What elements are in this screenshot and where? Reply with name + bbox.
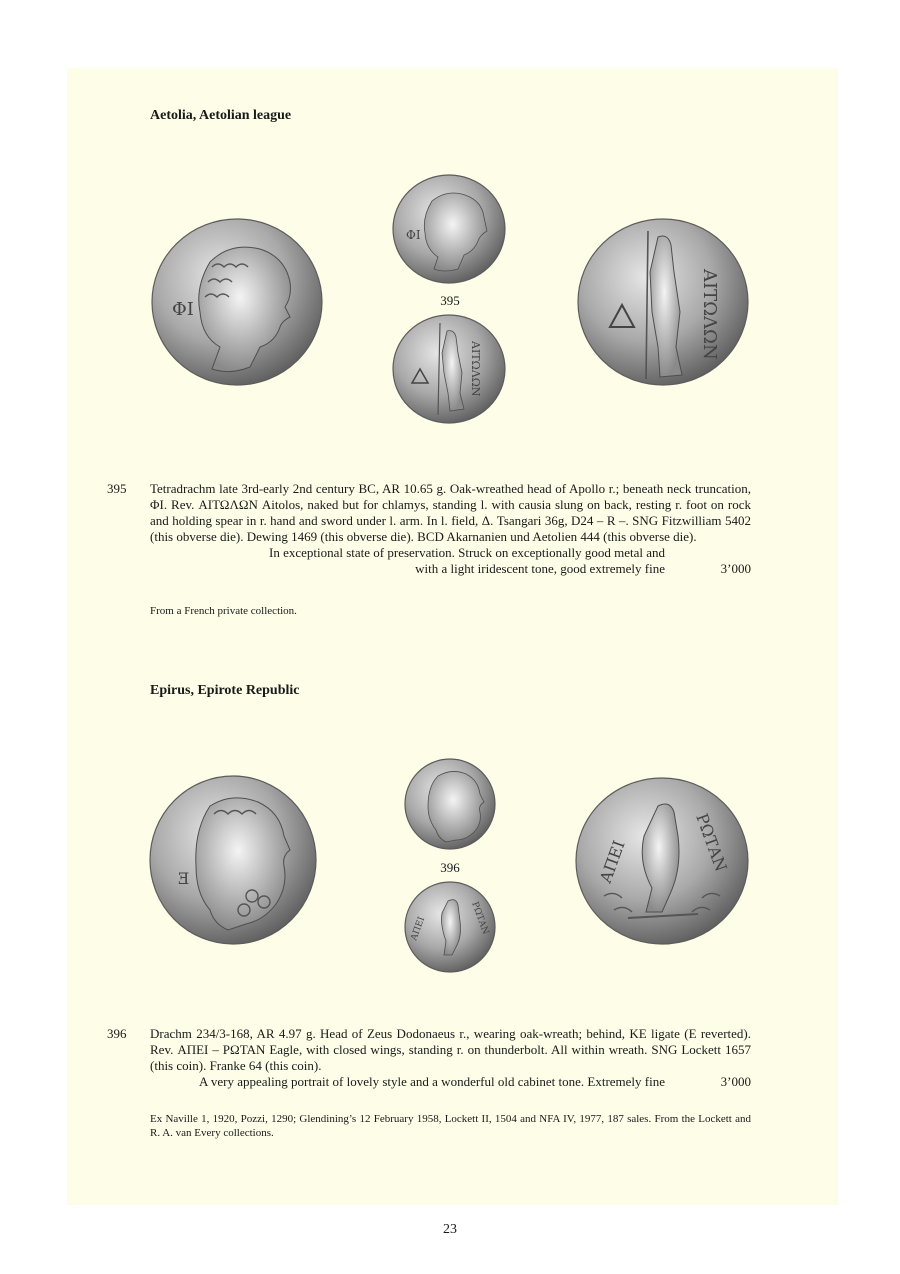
- lot-395-condition-line-2: [150, 561, 751, 577]
- lot-396-provenance: Ex Naville 1, 1920, Pozzi, 1290; Glendining’s 12 February 1958, Lockett II, 1504 and NFA IV, 1977, 187 sales. From the Lockett and R. A. van Every collections.: [150, 1113, 751, 1139]
- svg-text:ΑΙΤΩΛΩΝ: ΑΙΤΩΛΩΝ: [699, 269, 720, 360]
- svg-text:ΑΠΕΙ: ΑΠΕΙ: [409, 915, 428, 943]
- coin-obverse-small-icon: [404, 758, 496, 850]
- lot-395-condition-1: In exceptional state of preservation. Struck on exceptionally good metal and: [268, 545, 665, 560]
- svg-text:Ǝ: Ǝ: [178, 869, 190, 888]
- lot-396-price: 3’000: [720, 1074, 751, 1089]
- coin-obverse-zeus-head-icon: [148, 774, 318, 946]
- lot-396-condition-line-1: [150, 1074, 751, 1090]
- coin-reverse-small-icon: [392, 313, 507, 425]
- lot-396-description-block: [150, 1026, 751, 1090]
- svg-text:ΡΩΤΑΝ: ΡΩΤΑΝ: [692, 810, 731, 874]
- lot-395-condition-2: with a light iridescent tone, good extremely fine: [415, 561, 665, 576]
- coin-reverse-aitolos-icon: [576, 217, 751, 387]
- lot-395-image-label: 395: [440, 293, 460, 308]
- lot-396-image-label: 396: [440, 860, 460, 875]
- lot-396-heading: Epirus, Epirote Republic: [150, 683, 300, 698]
- coin-obverse-small-icon: [392, 173, 507, 285]
- coin-obverse-apollo-head-icon: [150, 217, 325, 387]
- lot-395-price: 3’000: [720, 561, 751, 576]
- coin-reverse-eagle-icon: [574, 776, 750, 946]
- coin-reverse-small-icon: [404, 881, 496, 973]
- svg-text:ΡΩΤΑΝ: ΡΩΤΑΝ: [469, 900, 491, 936]
- lot-396-number: 396: [107, 1026, 127, 1041]
- svg-text:ΦΙ: ΦΙ: [172, 299, 194, 320]
- lot-396-condition-1: A very appealing portrait of lovely style and a wonderful old cabinet tone. Extremely fine: [198, 1074, 665, 1089]
- lot-395-condition-line-1: [150, 545, 751, 561]
- lot-396-description: Drachm 234/3-168, AR 4.97 g. Head of Zeus Dodonaeus r., wearing oak-wreath; behind, KE ligate (E reverted). Rev. ΑΠΕΙ – ΡΩΤΑΝ Eagle, with closed wings, standing r. on thunderbolt. All within wreath. SNG Lockett 1657 (this coin). Franke 64 (this coin).: [150, 1026, 751, 1073]
- lot-395-provenance: From a French private collection.: [150, 605, 297, 617]
- page-number: 23: [443, 1222, 457, 1237]
- lot-395-heading: Aetolia, Aetolian league: [150, 108, 292, 123]
- svg-text:ΑΠΕΙ: ΑΠΕΙ: [595, 837, 629, 886]
- lot-395-number: 395: [107, 481, 127, 496]
- svg-text:ΦΙ: ΦΙ: [406, 228, 421, 242]
- svg-text:ΑΙΤΩΛΩΝ: ΑΙΤΩΛΩΝ: [469, 341, 482, 397]
- lot-395-description: Tetradrachm late 3rd-early 2nd century BC, AR 10.65 g. Oak-wreathed head of Apollo r.; beneath neck truncation, ΦΙ. Rev. ΑΙΤΩΛΩΝ Aitolos, naked but for chlamys, standing l. with causia slung on back, resting r. foot on rock and holding spear in r. hand and sword under l. arm. In l. field, Δ. Tsangari 36g, D24 – R –. SNG Fitzwilliam 5402 (this obverse die). Dewing 1469 (this obverse die). BCD Akarnanien und Aetolien 444 (this obverse die).: [150, 481, 751, 544]
- lot-395-description-block: [150, 481, 751, 577]
